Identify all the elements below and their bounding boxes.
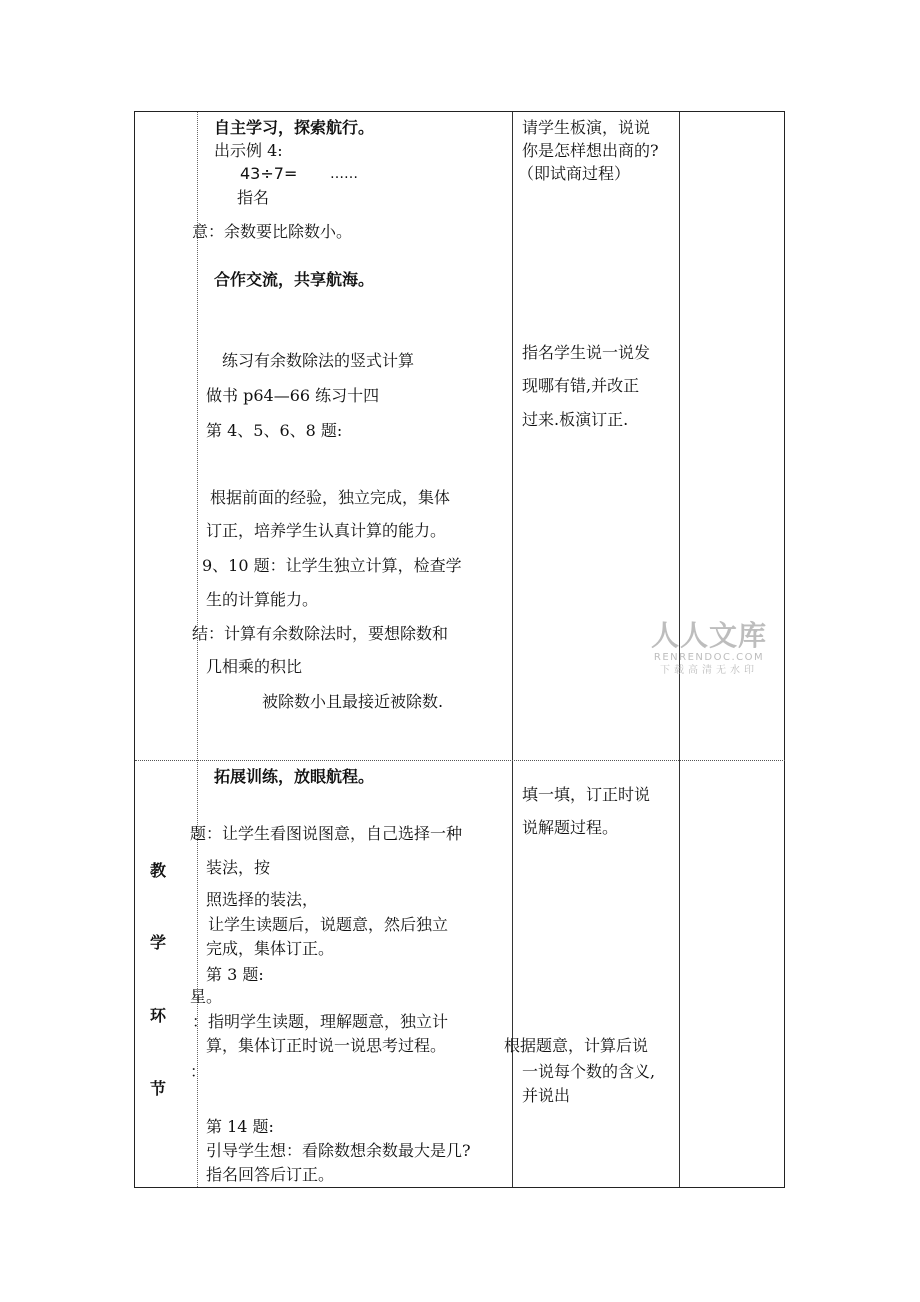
lower-activity-cell (504, 761, 679, 1187)
q3-label: 第 3 题: (206, 965, 264, 984)
q4-fragment: ： (190, 1062, 207, 1081)
watermark-slogan: 下载高清无水印 (660, 665, 758, 676)
q3-fragment: 星。 (190, 987, 223, 1006)
summary-line-2: 几相乘的积比 (206, 657, 303, 676)
q1-line-3: 照选择的装法， (206, 890, 319, 909)
q14-label: 第 14 题: (206, 1117, 274, 1136)
section-heading-self-study: 自主学习，探索航行。 (214, 118, 375, 137)
activity-a-line-2: 你是怎样想出商的? (522, 141, 659, 160)
question-numbers-text: 第 4、5、6、8 题: (206, 421, 343, 440)
point-name-text: 指名 (237, 188, 270, 207)
q14-answer: 指名回答后订正。 (206, 1165, 335, 1184)
book-exercise-text: 做书 p64—66 练习十四 (206, 386, 380, 405)
watermark-domain: RENRENDOC.COM (653, 652, 765, 663)
example-line: 出示例 4: (214, 141, 283, 160)
activity-b-line-2: 现哪有错,并改正 (522, 376, 640, 395)
lower-activity-b-line-3: 并说出 (522, 1086, 571, 1105)
side-label-char-3: 环 (150, 1006, 167, 1025)
q1-line-2: 装法，按 (206, 858, 271, 877)
lower-content-cell (190, 761, 511, 1187)
watermark-logo (648, 620, 770, 678)
activity-b-line-1: 指名学生说一说发 (522, 343, 651, 362)
experience-line-2: 订正，培养学生认真计算的能力。 (206, 521, 447, 540)
side-label-char-1: 教 (150, 861, 167, 880)
q2-line-2: 完成，集体订正。 (206, 939, 335, 958)
section-heading-extend: 拓展训练，放眼航程。 (214, 767, 375, 786)
example-ellipsis: …… (330, 166, 358, 182)
lower-activity-b-line-2: 一说每个数的含义, (522, 1062, 656, 1081)
practice-text: 练习有余数除法的竖式计算 (222, 351, 415, 370)
watermark-title: 人人文库 (650, 619, 767, 652)
q4-line-1: ：指明学生读题，理解题意，独立计 (192, 1012, 449, 1031)
experience-line-1: 根据前面的经验，独立完成，集体 (210, 488, 451, 507)
q14-guide: 引导学生想：看除数想余数最大是几? (206, 1141, 471, 1160)
upper-content-cell (192, 112, 511, 760)
section-heading-cooperate: 合作交流，共享航海。 (214, 270, 375, 289)
question-9-10-line-1: 9、10 题：让学生独立计算，检查学 (202, 556, 462, 575)
activity-b-line-3: 过来.板演订正. (522, 410, 629, 429)
question-9-10-line-2: 生的计算能力。 (206, 590, 319, 609)
q4-line-2: 算，集体订正时说一说思考过程。 (206, 1036, 447, 1055)
q1-line-1: 题：让学生看图说图意，自己选择一种 (190, 824, 463, 843)
summary-line-1: 结：计算有余数除法时，要想除数和 (192, 624, 449, 643)
side-label-char-4: 节 (150, 1079, 167, 1098)
activity-a-line-1: 请学生板演，说说 (522, 118, 651, 137)
example-equation: 43÷7= (240, 164, 298, 183)
q2-line-1: 让学生读题后，说题意，然后独立 (208, 915, 449, 934)
lower-activity-a-line-1: 填一填，订正时说 (522, 785, 651, 804)
lower-activity-a-line-2: 说解题过程。 (522, 818, 619, 837)
activity-a-line-3: （即试商过程） (518, 164, 631, 183)
remainder-note: 意：余数要比除数小。 (192, 222, 353, 241)
summary-line-3: 被除数小且最接近被除数. (262, 692, 444, 711)
lower-activity-b-line-1: 根据题意，计算后说 (504, 1036, 649, 1055)
side-label-char-2: 学 (150, 933, 167, 952)
